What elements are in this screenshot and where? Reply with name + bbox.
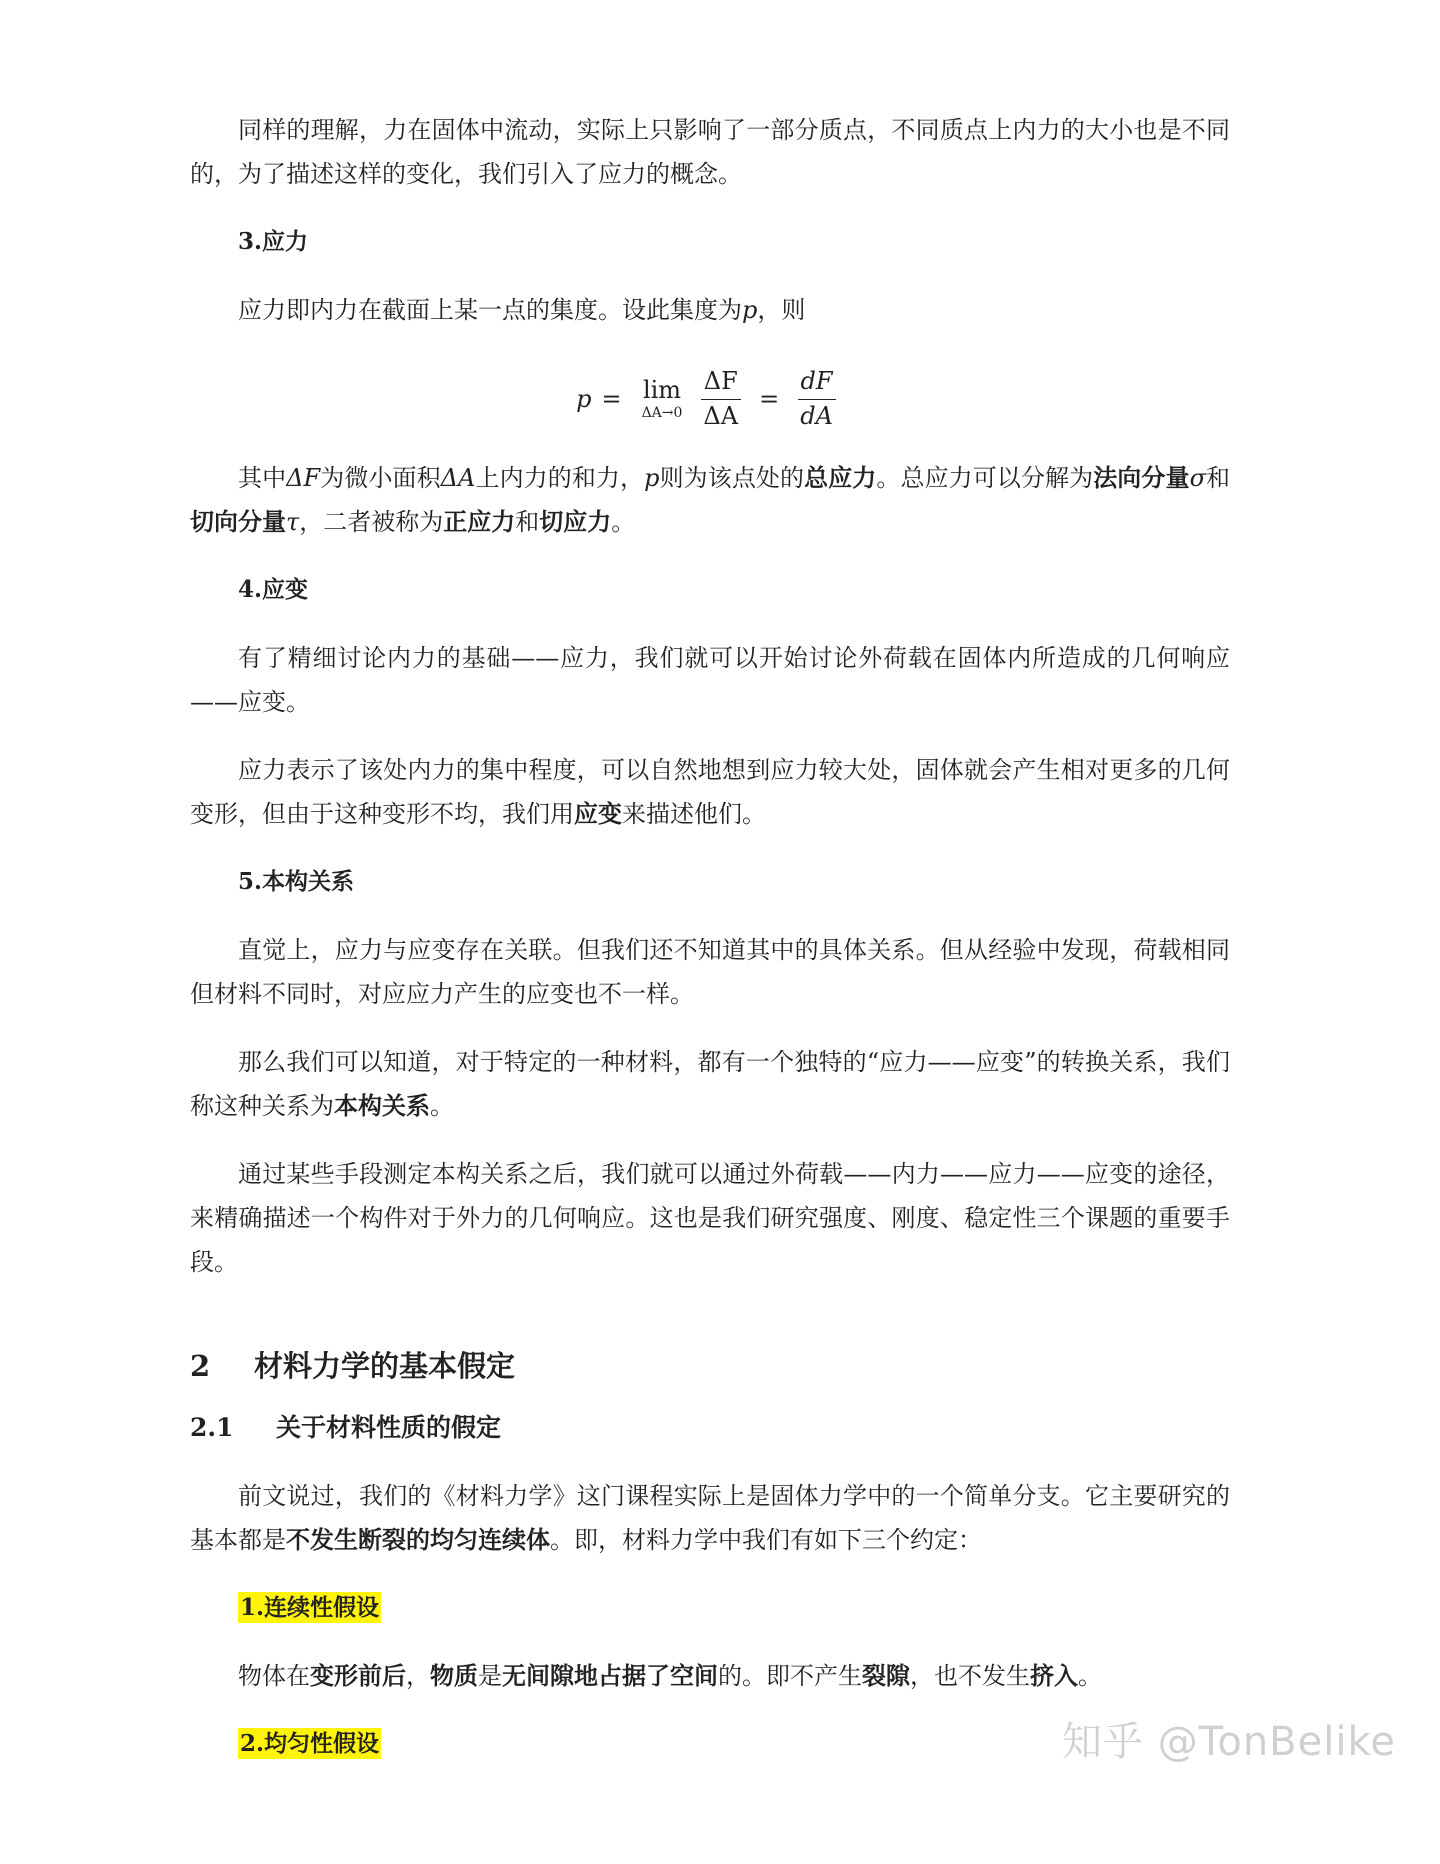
lim-subscript: ΔA→0 bbox=[641, 405, 683, 421]
bold-term: 挤入 bbox=[1030, 1661, 1078, 1690]
paragraph-intro bbox=[190, 108, 1230, 196]
paragraph-constitutive-3: 通过某些手段测定本构关系之后，我们就可以通过外荷载——内力——应力——应变的途径，来精确描述一个构件对于外力的几何响应。这也是我们研究强度、刚度、稳定性三个课题的重要手段。 bbox=[190, 1160, 1230, 1276]
fraction-numerator: dF bbox=[798, 368, 836, 400]
paragraph-continuity bbox=[190, 1654, 1230, 1698]
paragraph-assumptions-intro bbox=[190, 1474, 1230, 1562]
fraction-numerator: ΔF bbox=[701, 368, 741, 400]
formula-fraction-2 bbox=[797, 368, 836, 430]
text: 为微小面积 bbox=[320, 464, 441, 492]
fraction-denominator: dA bbox=[800, 401, 833, 430]
text: 物体在 bbox=[238, 1662, 310, 1690]
formula-fraction-1 bbox=[700, 368, 741, 430]
paragraph-strain-2 bbox=[190, 748, 1230, 836]
bold-term: 本构关系 bbox=[334, 1091, 430, 1120]
paragraph-constitutive-1: 直觉上，应力与应变存在关联。但我们还不知道其中的具体关系。但从经验中发现，荷载相同但材料不同时，对应应力产生的应变也不一样。 bbox=[190, 936, 1230, 1008]
text: 是 bbox=[478, 1662, 502, 1690]
bold-term: 应变 bbox=[574, 799, 622, 828]
text: 。 bbox=[430, 1092, 454, 1120]
math-var: ΔA bbox=[440, 464, 476, 492]
math-var: ΔF bbox=[286, 464, 321, 492]
math-var: τ bbox=[286, 508, 300, 536]
text: 的。即不产生 bbox=[718, 1662, 862, 1690]
stress-formula bbox=[190, 356, 1230, 442]
bold-term: 物质 bbox=[430, 1661, 478, 1690]
text: 应力即内力在截面上某一点的集度。设此集度为 bbox=[238, 296, 742, 324]
text: 前文说过，我们的《材料力学》这门课程实际上是固体力学中的一个简单分支。它主要研究的基本都是 bbox=[190, 1482, 1230, 1554]
bold-term: 法向分量 bbox=[1093, 463, 1190, 492]
text: 和 bbox=[1205, 464, 1231, 492]
watermark: 知乎 @TonBelike bbox=[1062, 1719, 1396, 1765]
bold-term: 总应力 bbox=[804, 463, 877, 492]
text: 其中 bbox=[238, 464, 287, 492]
text: 则为该点处的 bbox=[659, 464, 805, 492]
paragraph-strain-1: 有了精细讨论内力的基础——应力，我们就可以开始讨论外荷载在固体内所造成的几何响应——应变。 bbox=[190, 644, 1230, 716]
section-title: 关于材料性质的假定 bbox=[276, 1413, 502, 1442]
text: ，也不发生 bbox=[910, 1662, 1030, 1690]
paragraph-text: 同样的理解，力在固体中流动，实际上只影响了一部分质点，不同质点上内力的大小也是不同的，为了描述这样的变化，我们引入了应力的概念。 bbox=[190, 116, 1230, 188]
bold-term: 裂隙 bbox=[862, 1661, 910, 1690]
text: ，则 bbox=[757, 296, 806, 324]
text: 。总应力可以分解为 bbox=[876, 464, 1094, 492]
bold-term: 无间隙地占据了空间 bbox=[502, 1661, 718, 1690]
bold-term: 不发生断裂的均匀连续体 bbox=[286, 1525, 550, 1554]
formula-lhs: p bbox=[576, 385, 592, 413]
highlighted-heading: 1.连续性假设 bbox=[240, 1594, 380, 1621]
section-heading-2-1 bbox=[190, 1406, 1230, 1450]
text: 那么我们可以知道，对于特定的一种材料，都有一个独特的“应力——应变”的转换关系，我们称这种关系为 bbox=[190, 1048, 1230, 1120]
text: ，二者被称为 bbox=[299, 508, 444, 536]
lim-label: lim bbox=[642, 376, 682, 404]
formula-equals: = bbox=[601, 385, 622, 413]
section-title: 材料力学的基本假定 bbox=[254, 1349, 516, 1383]
text: 。 bbox=[611, 508, 636, 536]
paragraph-constitutive-2 bbox=[190, 1040, 1230, 1128]
formula-equals: = bbox=[759, 385, 780, 413]
formula-limit bbox=[642, 378, 683, 420]
text: 上内力的和力， bbox=[475, 464, 645, 492]
heading-continuity bbox=[238, 1586, 1230, 1630]
bold-term: 变形前后 bbox=[310, 1661, 406, 1690]
text: 。即，材料力学中我们有如下三个约定： bbox=[550, 1526, 982, 1554]
section-number: 2 bbox=[190, 1349, 211, 1383]
math-var: σ bbox=[1189, 464, 1206, 492]
document-page bbox=[190, 108, 1230, 1790]
heading-stress: 3.应力 bbox=[238, 228, 309, 255]
bold-term: 切向分量 bbox=[190, 507, 286, 536]
section-number: 2.1 bbox=[190, 1413, 234, 1442]
bold-term: 正应力 bbox=[443, 507, 516, 536]
fraction-denominator: ΔA bbox=[703, 401, 739, 430]
paragraph-stress-components bbox=[190, 456, 1230, 544]
text: 应力表示了该处内力的集中程度，可以自然地想到应力较大处，固体就会产生相对更多的几何变形，但由于这种变形不均，我们用 bbox=[190, 756, 1230, 828]
heading-constitutive: 5.本构关系 bbox=[238, 868, 355, 895]
heading-strain: 4.应变 bbox=[238, 576, 309, 603]
text: 来描述他们。 bbox=[622, 800, 766, 828]
text: 。 bbox=[1078, 1662, 1102, 1690]
text: ， bbox=[406, 1662, 430, 1690]
section-heading-2 bbox=[190, 1344, 1230, 1388]
math-var: p bbox=[742, 296, 758, 324]
math-var: p bbox=[644, 464, 660, 492]
paragraph-stress-definition bbox=[190, 288, 1230, 332]
text: 和 bbox=[515, 508, 540, 536]
highlighted-heading: 2.均匀性假设 bbox=[240, 1730, 380, 1757]
bold-term: 切应力 bbox=[539, 507, 612, 536]
